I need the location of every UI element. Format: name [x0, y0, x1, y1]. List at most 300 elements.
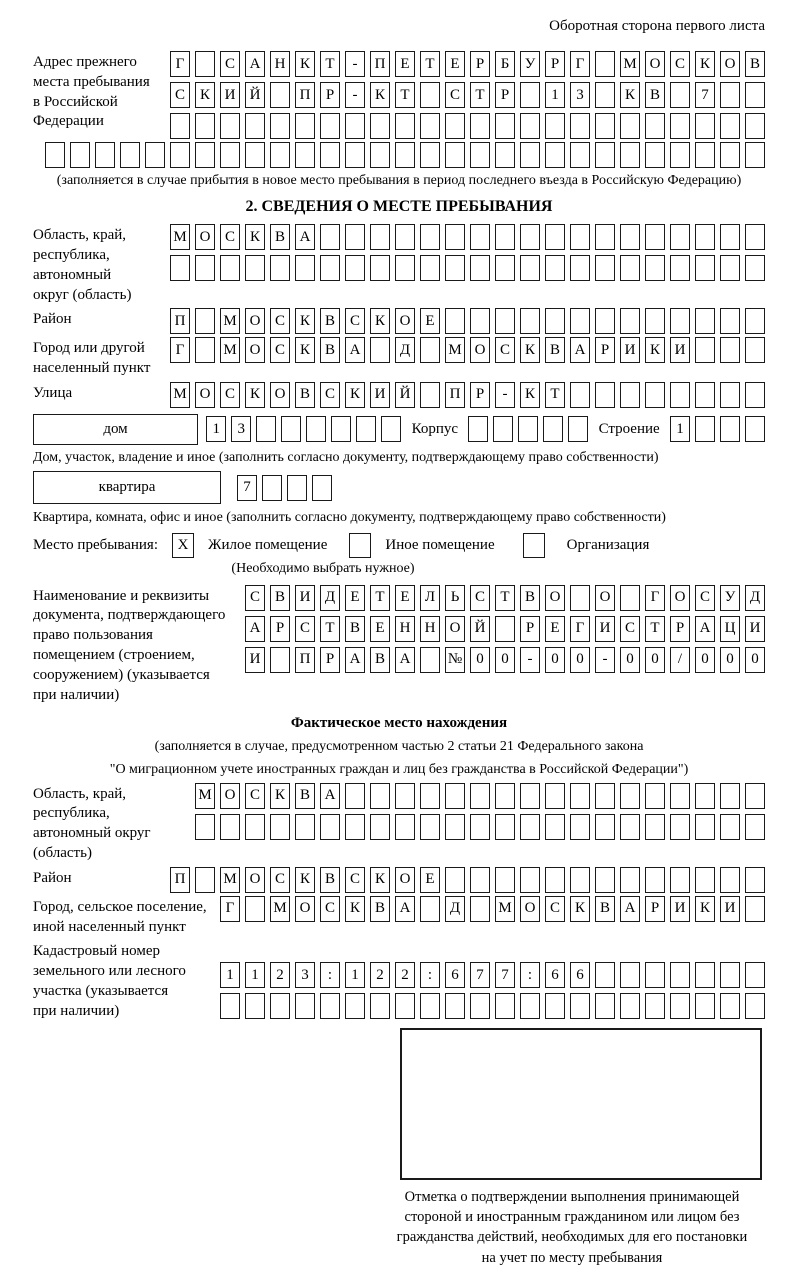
- form-cell[interactable]: [195, 867, 215, 893]
- form-cell[interactable]: С: [345, 308, 365, 334]
- form-cell[interactable]: [220, 814, 240, 840]
- form-cell[interactable]: [595, 142, 615, 168]
- form-cell[interactable]: О: [195, 224, 215, 250]
- form-cell[interactable]: В: [370, 647, 390, 673]
- form-cell[interactable]: О: [545, 585, 565, 611]
- form-cell[interactable]: М: [270, 896, 290, 922]
- form-cell[interactable]: Е: [345, 585, 365, 611]
- form-cell[interactable]: [270, 814, 290, 840]
- form-cell[interactable]: [195, 814, 215, 840]
- form-cell[interactable]: О: [245, 308, 265, 334]
- form-cell[interactable]: [395, 224, 415, 250]
- form-cell[interactable]: [570, 308, 590, 334]
- form-cell[interactable]: [520, 993, 540, 1019]
- form-cell[interactable]: [520, 308, 540, 334]
- form-cell[interactable]: [245, 255, 265, 281]
- form-cell[interactable]: [720, 255, 740, 281]
- form-cell[interactable]: [270, 82, 290, 108]
- form-cell[interactable]: [670, 382, 690, 408]
- form-cell[interactable]: И: [745, 616, 765, 642]
- form-cell[interactable]: Е: [420, 308, 440, 334]
- form-cell[interactable]: Н: [270, 51, 290, 77]
- form-cell[interactable]: С: [670, 51, 690, 77]
- form-cell[interactable]: [695, 382, 715, 408]
- form-cell[interactable]: Р: [545, 51, 565, 77]
- form-cell[interactable]: К: [245, 224, 265, 250]
- form-cell[interactable]: И: [720, 896, 740, 922]
- form-cell[interactable]: И: [370, 382, 390, 408]
- form-cell[interactable]: О: [395, 867, 415, 893]
- form-cell[interactable]: [495, 113, 515, 139]
- form-cell[interactable]: [420, 113, 440, 139]
- form-cell[interactable]: [312, 475, 332, 501]
- form-cell[interactable]: [495, 616, 515, 642]
- form-cell[interactable]: [720, 382, 740, 408]
- form-cell[interactable]: [570, 382, 590, 408]
- form-cell[interactable]: [745, 416, 765, 442]
- form-cell[interactable]: С: [220, 382, 240, 408]
- form-cell[interactable]: О: [245, 337, 265, 363]
- form-cell[interactable]: Р: [270, 616, 290, 642]
- form-cell[interactable]: [570, 867, 590, 893]
- form-cell[interactable]: [445, 255, 465, 281]
- form-cell[interactable]: 0: [620, 647, 640, 673]
- form-cell[interactable]: [745, 82, 765, 108]
- form-cell[interactable]: А: [620, 896, 640, 922]
- form-cell[interactable]: К: [345, 382, 365, 408]
- form-cell[interactable]: О: [220, 783, 240, 809]
- form-cell[interactable]: [620, 255, 640, 281]
- form-cell[interactable]: [331, 416, 351, 442]
- form-cell[interactable]: [645, 142, 665, 168]
- form-cell[interactable]: [345, 255, 365, 281]
- form-cell[interactable]: [145, 142, 165, 168]
- form-cell[interactable]: [745, 224, 765, 250]
- stay-type-checkbox-organization[interactable]: [523, 533, 545, 558]
- form-cell[interactable]: [245, 142, 265, 168]
- form-cell[interactable]: [720, 337, 740, 363]
- form-cell[interactable]: [420, 896, 440, 922]
- form-cell[interactable]: Г: [570, 616, 590, 642]
- form-cell[interactable]: К: [195, 82, 215, 108]
- form-cell[interactable]: А: [695, 616, 715, 642]
- form-cell[interactable]: [495, 814, 515, 840]
- form-cell[interactable]: Р: [495, 82, 515, 108]
- form-cell[interactable]: [620, 113, 640, 139]
- form-cell[interactable]: [518, 416, 538, 442]
- form-cell[interactable]: [670, 993, 690, 1019]
- form-cell[interactable]: [595, 113, 615, 139]
- form-cell[interactable]: С: [695, 585, 715, 611]
- form-cell[interactable]: У: [520, 51, 540, 77]
- form-cell[interactable]: Е: [420, 867, 440, 893]
- form-cell[interactable]: [695, 993, 715, 1019]
- form-cell[interactable]: Й: [470, 616, 490, 642]
- form-cell[interactable]: [620, 814, 640, 840]
- form-cell[interactable]: [495, 783, 515, 809]
- form-cell[interactable]: 1: [206, 416, 226, 442]
- form-cell[interactable]: [645, 224, 665, 250]
- form-cell[interactable]: [220, 993, 240, 1019]
- form-cell[interactable]: М: [170, 382, 190, 408]
- form-cell[interactable]: 1: [545, 82, 565, 108]
- form-cell[interactable]: [520, 142, 540, 168]
- form-cell[interactable]: [520, 113, 540, 139]
- form-cell[interactable]: [345, 224, 365, 250]
- form-cell[interactable]: И: [620, 337, 640, 363]
- form-cell[interactable]: Г: [570, 51, 590, 77]
- form-cell[interactable]: [256, 416, 276, 442]
- form-cell[interactable]: Й: [395, 382, 415, 408]
- form-cell[interactable]: 0: [745, 647, 765, 673]
- form-cell[interactable]: К: [370, 867, 390, 893]
- form-cell[interactable]: [720, 82, 740, 108]
- form-cell[interactable]: [495, 993, 515, 1019]
- form-cell[interactable]: М: [170, 224, 190, 250]
- form-cell[interactable]: О: [270, 382, 290, 408]
- form-cell[interactable]: [595, 224, 615, 250]
- form-cell[interactable]: 7: [495, 962, 515, 988]
- form-cell[interactable]: [420, 814, 440, 840]
- form-cell[interactable]: Д: [745, 585, 765, 611]
- form-cell[interactable]: [470, 896, 490, 922]
- form-cell[interactable]: [670, 867, 690, 893]
- form-cell[interactable]: [320, 142, 340, 168]
- form-cell[interactable]: [695, 113, 715, 139]
- form-cell[interactable]: [270, 142, 290, 168]
- form-cell[interactable]: [645, 993, 665, 1019]
- form-cell[interactable]: [520, 867, 540, 893]
- form-cell[interactable]: [695, 337, 715, 363]
- form-cell[interactable]: [620, 382, 640, 408]
- form-cell[interactable]: С: [470, 585, 490, 611]
- form-cell[interactable]: [570, 255, 590, 281]
- form-cell[interactable]: -: [520, 647, 540, 673]
- form-cell[interactable]: Ь: [445, 585, 465, 611]
- form-cell[interactable]: 0: [695, 647, 715, 673]
- form-cell[interactable]: [745, 382, 765, 408]
- form-cell[interactable]: [670, 255, 690, 281]
- form-cell[interactable]: [695, 255, 715, 281]
- form-cell[interactable]: 2: [370, 962, 390, 988]
- form-cell[interactable]: Т: [545, 382, 565, 408]
- form-cell[interactable]: Д: [320, 585, 340, 611]
- form-cell[interactable]: В: [270, 585, 290, 611]
- form-cell[interactable]: А: [245, 616, 265, 642]
- form-cell[interactable]: [395, 255, 415, 281]
- form-cell[interactable]: С: [345, 867, 365, 893]
- form-cell[interactable]: [345, 993, 365, 1019]
- form-cell[interactable]: [195, 308, 215, 334]
- form-cell[interactable]: С: [270, 308, 290, 334]
- form-cell[interactable]: С: [270, 867, 290, 893]
- form-cell[interactable]: [570, 585, 590, 611]
- form-cell[interactable]: [670, 142, 690, 168]
- form-cell[interactable]: [270, 113, 290, 139]
- form-cell[interactable]: А: [295, 224, 315, 250]
- form-cell[interactable]: Д: [395, 337, 415, 363]
- form-cell[interactable]: [420, 255, 440, 281]
- form-cell[interactable]: [720, 416, 740, 442]
- form-cell[interactable]: [545, 867, 565, 893]
- form-cell[interactable]: П: [170, 867, 190, 893]
- form-cell[interactable]: К: [695, 896, 715, 922]
- form-cell[interactable]: 7: [470, 962, 490, 988]
- form-cell[interactable]: [545, 814, 565, 840]
- form-cell[interactable]: Т: [645, 616, 665, 642]
- form-cell[interactable]: О: [520, 896, 540, 922]
- form-cell[interactable]: [620, 308, 640, 334]
- form-cell[interactable]: [570, 814, 590, 840]
- form-cell[interactable]: Б: [495, 51, 515, 77]
- form-cell[interactable]: [645, 113, 665, 139]
- form-cell[interactable]: [245, 993, 265, 1019]
- form-cell[interactable]: А: [345, 647, 365, 673]
- form-cell[interactable]: [620, 783, 640, 809]
- form-cell[interactable]: 0: [570, 647, 590, 673]
- form-cell[interactable]: [495, 308, 515, 334]
- form-cell[interactable]: В: [645, 82, 665, 108]
- form-cell[interactable]: -: [345, 82, 365, 108]
- form-cell[interactable]: [445, 142, 465, 168]
- form-cell[interactable]: О: [445, 616, 465, 642]
- form-cell[interactable]: [370, 814, 390, 840]
- form-cell[interactable]: [470, 224, 490, 250]
- form-cell[interactable]: П: [170, 308, 190, 334]
- form-cell[interactable]: [695, 416, 715, 442]
- form-cell[interactable]: [720, 993, 740, 1019]
- form-cell[interactable]: О: [195, 382, 215, 408]
- form-cell[interactable]: С: [445, 82, 465, 108]
- form-cell[interactable]: [370, 783, 390, 809]
- form-cell[interactable]: [595, 255, 615, 281]
- form-cell[interactable]: [495, 142, 515, 168]
- form-cell[interactable]: С: [495, 337, 515, 363]
- form-cell[interactable]: [395, 113, 415, 139]
- form-cell[interactable]: К: [695, 51, 715, 77]
- form-cell[interactable]: [720, 783, 740, 809]
- form-cell[interactable]: [495, 867, 515, 893]
- form-cell[interactable]: И: [595, 616, 615, 642]
- form-cell[interactable]: [595, 308, 615, 334]
- form-cell[interactable]: С: [220, 224, 240, 250]
- form-cell[interactable]: 1: [670, 416, 690, 442]
- form-cell[interactable]: Е: [370, 616, 390, 642]
- form-cell[interactable]: -: [595, 647, 615, 673]
- form-cell[interactable]: [570, 113, 590, 139]
- form-cell[interactable]: [320, 814, 340, 840]
- form-cell[interactable]: О: [645, 51, 665, 77]
- form-cell[interactable]: [670, 814, 690, 840]
- form-cell[interactable]: Р: [520, 616, 540, 642]
- form-cell[interactable]: В: [320, 867, 340, 893]
- form-cell[interactable]: [570, 224, 590, 250]
- form-cell[interactable]: [470, 867, 490, 893]
- form-cell[interactable]: О: [595, 585, 615, 611]
- form-cell[interactable]: [595, 82, 615, 108]
- form-cell[interactable]: И: [670, 337, 690, 363]
- form-cell[interactable]: В: [295, 382, 315, 408]
- form-cell[interactable]: [345, 113, 365, 139]
- form-cell[interactable]: [320, 224, 340, 250]
- form-cell[interactable]: В: [295, 783, 315, 809]
- form-cell[interactable]: 7: [237, 475, 257, 501]
- form-cell[interactable]: [470, 783, 490, 809]
- form-cell[interactable]: [620, 224, 640, 250]
- form-cell[interactable]: Р: [595, 337, 615, 363]
- form-cell[interactable]: [645, 867, 665, 893]
- form-cell[interactable]: [245, 113, 265, 139]
- form-cell[interactable]: Р: [320, 82, 340, 108]
- form-cell[interactable]: В: [745, 51, 765, 77]
- form-cell[interactable]: П: [445, 382, 465, 408]
- form-cell[interactable]: [170, 255, 190, 281]
- form-cell[interactable]: [370, 255, 390, 281]
- form-cell[interactable]: №: [445, 647, 465, 673]
- form-cell[interactable]: 6: [545, 962, 565, 988]
- form-cell[interactable]: Е: [395, 51, 415, 77]
- form-cell[interactable]: [670, 962, 690, 988]
- form-cell[interactable]: 3: [295, 962, 315, 988]
- form-cell[interactable]: [695, 783, 715, 809]
- form-cell[interactable]: [470, 142, 490, 168]
- form-cell[interactable]: К: [295, 337, 315, 363]
- form-cell[interactable]: -: [495, 382, 515, 408]
- form-cell[interactable]: [320, 255, 340, 281]
- form-cell[interactable]: [620, 142, 640, 168]
- form-cell[interactable]: В: [370, 896, 390, 922]
- form-cell[interactable]: С: [245, 585, 265, 611]
- form-cell[interactable]: Е: [445, 51, 465, 77]
- form-cell[interactable]: [620, 993, 640, 1019]
- form-cell[interactable]: [320, 113, 340, 139]
- form-cell[interactable]: [70, 142, 90, 168]
- form-cell[interactable]: П: [295, 647, 315, 673]
- form-cell[interactable]: 6: [570, 962, 590, 988]
- form-cell[interactable]: [420, 647, 440, 673]
- form-cell[interactable]: [120, 142, 140, 168]
- form-cell[interactable]: [520, 82, 540, 108]
- form-cell[interactable]: [370, 224, 390, 250]
- form-cell[interactable]: В: [345, 616, 365, 642]
- form-cell[interactable]: [645, 783, 665, 809]
- form-cell[interactable]: [420, 224, 440, 250]
- form-cell[interactable]: [195, 255, 215, 281]
- form-cell[interactable]: [445, 867, 465, 893]
- form-cell[interactable]: [345, 783, 365, 809]
- form-cell[interactable]: И: [295, 585, 315, 611]
- form-cell[interactable]: 1: [245, 962, 265, 988]
- form-cell[interactable]: [470, 113, 490, 139]
- form-cell[interactable]: [170, 142, 190, 168]
- form-cell[interactable]: Г: [170, 337, 190, 363]
- form-cell[interactable]: [270, 647, 290, 673]
- form-cell[interactable]: В: [520, 585, 540, 611]
- form-cell[interactable]: У: [720, 585, 740, 611]
- form-cell[interactable]: [670, 783, 690, 809]
- form-cell[interactable]: [745, 255, 765, 281]
- form-cell[interactable]: [170, 113, 190, 139]
- form-cell[interactable]: [670, 308, 690, 334]
- form-cell[interactable]: [370, 113, 390, 139]
- form-cell[interactable]: [670, 224, 690, 250]
- form-cell[interactable]: В: [320, 337, 340, 363]
- form-cell[interactable]: [720, 113, 740, 139]
- form-cell[interactable]: Р: [470, 382, 490, 408]
- form-cell[interactable]: Д: [445, 896, 465, 922]
- form-cell[interactable]: С: [295, 616, 315, 642]
- form-cell[interactable]: Т: [420, 51, 440, 77]
- form-cell[interactable]: Т: [495, 585, 515, 611]
- form-cell[interactable]: [595, 51, 615, 77]
- form-cell[interactable]: [493, 416, 513, 442]
- form-cell[interactable]: [470, 308, 490, 334]
- form-cell[interactable]: 2: [395, 962, 415, 988]
- form-cell[interactable]: [543, 416, 563, 442]
- form-cell[interactable]: Р: [470, 51, 490, 77]
- form-cell[interactable]: [345, 814, 365, 840]
- form-cell[interactable]: Т: [395, 82, 415, 108]
- form-cell[interactable]: А: [345, 337, 365, 363]
- form-cell[interactable]: [470, 993, 490, 1019]
- form-cell[interactable]: К: [520, 337, 540, 363]
- form-cell[interactable]: [545, 993, 565, 1019]
- form-cell[interactable]: К: [370, 82, 390, 108]
- form-cell[interactable]: [620, 962, 640, 988]
- form-cell[interactable]: С: [620, 616, 640, 642]
- form-cell[interactable]: Н: [420, 616, 440, 642]
- form-cell[interactable]: 0: [645, 647, 665, 673]
- form-cell[interactable]: [595, 382, 615, 408]
- form-cell[interactable]: 7: [695, 82, 715, 108]
- form-cell[interactable]: [445, 814, 465, 840]
- form-cell[interactable]: [545, 783, 565, 809]
- form-cell[interactable]: [720, 962, 740, 988]
- form-cell[interactable]: [420, 993, 440, 1019]
- form-cell[interactable]: [270, 993, 290, 1019]
- form-cell[interactable]: [470, 814, 490, 840]
- form-cell[interactable]: О: [245, 867, 265, 893]
- form-cell[interactable]: [287, 475, 307, 501]
- form-cell[interactable]: [695, 142, 715, 168]
- form-cell[interactable]: В: [545, 337, 565, 363]
- form-cell[interactable]: М: [195, 783, 215, 809]
- form-cell[interactable]: [320, 993, 340, 1019]
- form-cell[interactable]: [595, 962, 615, 988]
- form-cell[interactable]: [381, 416, 401, 442]
- form-cell[interactable]: А: [395, 647, 415, 673]
- form-cell[interactable]: [420, 142, 440, 168]
- form-cell[interactable]: С: [545, 896, 565, 922]
- form-cell[interactable]: [595, 783, 615, 809]
- form-cell[interactable]: [520, 814, 540, 840]
- form-cell[interactable]: Н: [395, 616, 415, 642]
- form-cell[interactable]: И: [220, 82, 240, 108]
- form-cell[interactable]: [695, 814, 715, 840]
- form-cell[interactable]: [720, 142, 740, 168]
- form-cell[interactable]: К: [295, 51, 315, 77]
- form-cell[interactable]: М: [445, 337, 465, 363]
- form-cell[interactable]: [445, 308, 465, 334]
- form-cell[interactable]: 0: [545, 647, 565, 673]
- form-cell[interactable]: [495, 255, 515, 281]
- form-cell[interactable]: [745, 783, 765, 809]
- form-cell[interactable]: [395, 814, 415, 840]
- form-cell[interactable]: [720, 308, 740, 334]
- form-cell[interactable]: [545, 308, 565, 334]
- form-cell[interactable]: И: [670, 896, 690, 922]
- form-cell[interactable]: [495, 224, 515, 250]
